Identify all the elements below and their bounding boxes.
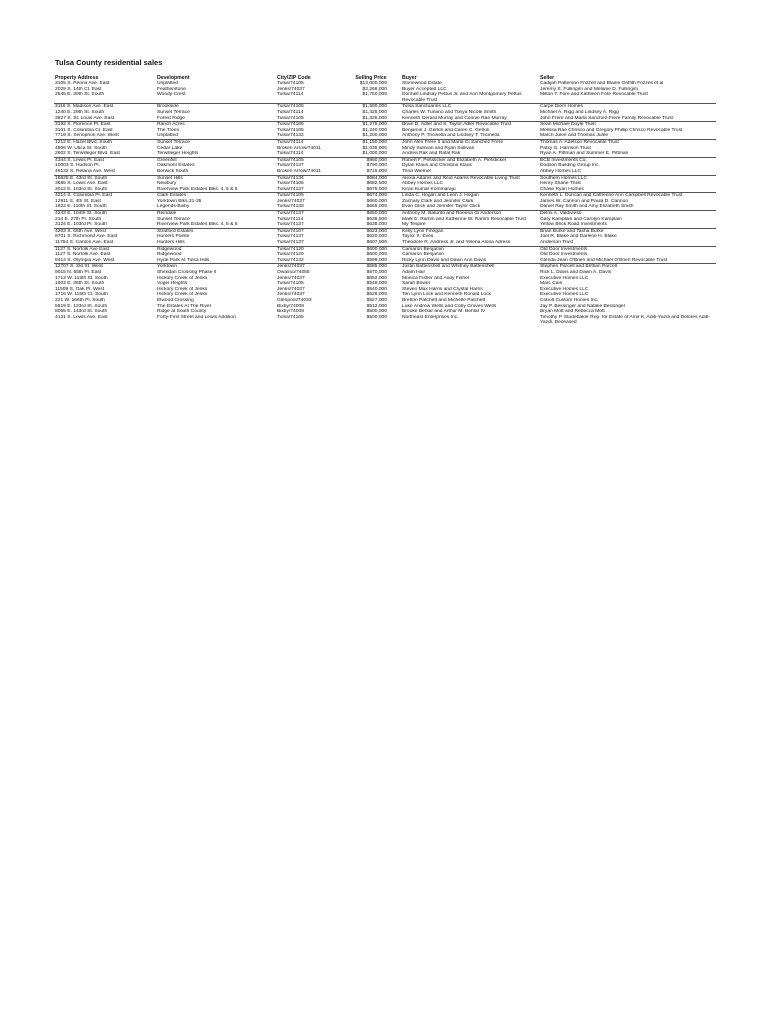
city-zip-cell: Tulsa/74105: [276, 157, 346, 163]
city-zip-cell: Tulsa/74105: [277, 314, 304, 320]
buyer-cell: Taylor S. Eves: [402, 234, 434, 240]
seller-cell: Delmi A. Valdivieso: [539, 211, 716, 217]
development-cell: Featherstone: [157, 86, 186, 92]
address-cell: 221 W. 166th Pl. South: [55, 297, 106, 303]
seller-cell: Kenneth L. Duncan and Catherine Ann Campbell Revocable Trust: [539, 193, 716, 199]
column-header-price: Selling Price: [355, 75, 387, 81]
price-cell: $635,000: [366, 222, 387, 228]
development-cell: Terwilleger Heights: [157, 151, 199, 157]
buyer-cell: Sarah Bower: [402, 281, 431, 287]
development-cell: The Estates At The River: [157, 303, 212, 309]
development-cell: Unplatted: [157, 81, 178, 86]
address-cell: 3685 S. Lewis Ave. East: [55, 181, 108, 187]
development-cell: Greenhill: [156, 157, 276, 163]
seller-cell: Dodson Building Group Inc.: [540, 163, 600, 169]
city-zip-cell: Tulsa/74132: [277, 257, 304, 263]
price-cell: $540,000: [366, 286, 387, 292]
address-cell: 3827 S. St. Louis Ave. East: [55, 115, 115, 121]
price-cell: $500,000: [366, 314, 387, 320]
address-cell: 4344 S. Lewis Pl. East: [54, 157, 156, 163]
buyer-cell: Camaron Benjamin: [401, 246, 539, 252]
development-cell: Sunset Hills: [156, 175, 276, 181]
seller-cell: Glenda Jean O'Brien and Michael O'Brien Revocable Trust: [540, 257, 668, 263]
seller-cell: Rick L. Davis and Dawn A. Davis: [540, 270, 612, 275]
seller-cell: Bryan Mott and Rebecca Mott: [540, 309, 605, 315]
buyer-cell: Evan Glick and Jennifer Taylor Glick: [402, 204, 481, 210]
address-cell: 11509 S. Oak Pl. West: [55, 286, 105, 292]
price-cell: $636,500: [366, 216, 387, 222]
seller-cell: Cadijah Patterson Frizzell and Blaine Griffith Frizzell et al: [540, 81, 664, 86]
city-zip-cell: Bixby/74008: [277, 309, 304, 315]
development-cell: Legends-Bixby: [157, 204, 190, 210]
seller-cell: James W. Cannon and Paula D. Cannon: [540, 198, 629, 204]
city-zip-cell: Tulsa/74105: [276, 122, 346, 128]
city-zip-cell: Tulsa/74114: [277, 151, 304, 157]
price-cell: $682,500: [366, 181, 387, 187]
column-header-seller: Seller: [540, 75, 555, 81]
price-cell: $1,425,000: [362, 109, 387, 115]
price-cell: $715,000: [366, 168, 387, 174]
buyer-cell: Camaron Benjamin: [402, 252, 444, 258]
buyer-cell: Benjamin J. Gerkin and Caren C. Gerkin: [402, 127, 490, 133]
development-cell: Yorktown Blks.31-35: [157, 198, 202, 204]
city-zip-cell: Owasso/74055: [277, 270, 310, 275]
seller-cell: Executive Homes LLC: [540, 275, 589, 281]
price-cell: $620,000: [366, 234, 387, 240]
price-cell: $512,000: [366, 303, 387, 309]
buyer-cell: Stonewood Estate: [402, 81, 442, 86]
seller-cell: Patsy G. Harrison Trust: [540, 145, 591, 151]
address-cell: 46132 S. Retana Ave. West: [55, 168, 115, 174]
buyer-cell: Brooke Behlar and Arthur M. Behlar IV: [402, 309, 486, 315]
city-zip-cell: Jenks/74037: [277, 275, 305, 281]
buyer-cell: Buyer Accepted LLC: [402, 86, 447, 92]
city-zip-cell: Broken Arrow/74011: [277, 168, 321, 174]
buyer-cell: Anthony P. Tricinella and Lindsey T. Tricinella: [402, 133, 500, 139]
seller-cell: BCB Investments Co.: [539, 157, 716, 163]
development-cell: Ranch Acres: [156, 122, 276, 128]
address-cell: 8055 E. 143rd St. South: [55, 309, 108, 315]
city-zip-cell: Tulsa/74105: [277, 81, 304, 86]
development-cell: Sunset Terrace: [157, 216, 190, 222]
development-cell: Newbury: [157, 181, 177, 187]
seller-cell: Henry Shane Trust: [540, 181, 581, 187]
development-cell: Hyde Park At Tulsa Hills: [157, 257, 210, 263]
column-header-address: Property Address: [55, 75, 99, 81]
address-cell: 3116 S. Madison Ave. East: [54, 104, 156, 110]
price-cell: $660,000: [366, 198, 387, 204]
buyer-cell: John Alex Frere II and Marla Gi Sanchez Frere: [401, 139, 539, 145]
address-cell: 3012 E. 103rd St. South: [55, 186, 108, 192]
development-cell: Cedar Lake: [157, 145, 183, 151]
buyer-cell: Andrea Rak and Rafal Rak: [402, 151, 461, 157]
buyer-cell: Northeast Enterprises Inc.: [402, 314, 459, 320]
seller-cell: Sean Michael Doyle Trust: [539, 122, 716, 128]
buyer-cell: Robert F. Pietsticker and Elizabeth A. Pietsticker: [401, 157, 539, 163]
seller-cell: Daniel Ray Smith and Amy Elizabeth Smith: [540, 204, 634, 210]
buyer-cell: Donnell Lindsay Pettus Jr. and Ann Montgomery Pettus Revocable Trust: [402, 92, 522, 103]
seller-cell: Chase Ryan Homes: [540, 186, 584, 192]
buyer-cell: Luke Andrew Wells and Coby Groves Wells: [402, 303, 497, 309]
price-cell: $1,200,000: [362, 133, 387, 139]
address-cell: 214 E. 27th Pl. South: [55, 216, 102, 222]
price-cell: $1,325,000: [362, 115, 387, 121]
buyer-cell: Mark E. Ramm and Katherine W. Ramm Revocable Trust: [402, 216, 526, 222]
address-cell: 12911 S. 4th St. East: [55, 198, 101, 204]
price-cell: $1,035,000: [362, 145, 387, 151]
address-cell: 1212 E. Hazel Blvd. South: [54, 139, 156, 145]
address-cell: 10003 S. Hudson Pl.: [55, 163, 100, 169]
address-cell: 4131 S. Lewis Ave. East: [55, 314, 108, 320]
price-cell: $1,275,000: [346, 122, 401, 128]
column-header-development: Development: [157, 75, 190, 81]
city-zip-cell: Tulsa/74105: [277, 127, 304, 133]
table-row: [54, 92, 716, 104]
address-cell: 2602 S. Terwilleger Blvd. East: [55, 151, 120, 157]
buyer-cell: Justin Battenshell and Whitney Battenshell: [401, 264, 539, 270]
seller-cell: Yellow Brick Road Investments: [540, 222, 607, 228]
city-zip-cell: Glenpool/74033: [277, 297, 312, 303]
price-cell: $1,500,000: [346, 104, 401, 110]
address-cell: 4806 W. Utica St. South: [55, 145, 107, 151]
address-cell: 1713 W. 115th St. South: [55, 275, 108, 281]
address-cell: 4214 S. Columbia Pl. East: [54, 193, 156, 199]
buyer-cell: Adam Hair: [402, 270, 426, 275]
price-cell: $570,000: [366, 270, 387, 275]
development-cell: Hunters Pointe: [157, 234, 190, 240]
price-cell: $1,750,000: [362, 92, 387, 98]
city-zip-cell: Tulsa/74137: [276, 211, 346, 217]
price-cell: $675,000: [366, 186, 387, 192]
seller-cell: Thomas A. Adelson Revocable Trust: [539, 139, 716, 145]
price-cell: $600,000: [366, 252, 387, 258]
buyer-cell: Abbey Homes LLC: [402, 181, 444, 187]
address-cell: 3105 S. Peoria Ave. East: [55, 81, 110, 86]
city-zip-cell: Jenks/74037: [276, 264, 346, 270]
development-cell: Sunset Terrace: [156, 139, 276, 145]
price-cell: $552,000: [366, 275, 387, 281]
column-header-city-zip: City/ZIP Code: [277, 75, 311, 81]
price-cell: $500,000: [366, 309, 387, 315]
table-body: [54, 81, 716, 326]
development-cell: Hickory Creek of Jenks: [157, 292, 208, 298]
address-cell: 8414 S. Olympia Ave. West: [55, 257, 115, 263]
buyer-cell: Alexia Adams and Reid Adams Revocable Living Trust: [401, 175, 539, 181]
city-zip-cell: Tulsa/74133: [277, 204, 304, 210]
address-cell: 2029 S. 14th Ct. East: [55, 86, 102, 92]
city-zip-cell: Tulsa/74107: [276, 228, 346, 234]
price-cell: $650,000: [346, 211, 401, 217]
seller-cell: Gary Kamplain and Carolyn Kamplain: [540, 216, 622, 222]
table-row: [54, 315, 716, 326]
city-zip-cell: Tulsa/74137: [277, 240, 304, 246]
buyer-cell: Dylan Klaus and Christina Klaus: [402, 163, 472, 169]
seller-cell: Old Door Investments: [539, 246, 716, 252]
development-cell: Hickory Creek of Jenks: [157, 275, 208, 281]
city-zip-cell: Broken Arrow/74011: [277, 145, 321, 151]
buyer-cell: Theodore R. Andress Jr. and Yelena Alona Adress: [402, 240, 511, 246]
city-zip-cell: Jenks/74037: [277, 286, 305, 292]
seller-cell: Timothy P. Studebaker Rep. for Estate of Amir K. Adib-Yazdi and Delores Adib-Yazdi, Deceased: [540, 314, 711, 326]
city-zip-cell: Tulsa/74137: [277, 222, 304, 228]
address-cell: 1603 E. 35th St. South: [55, 281, 105, 287]
price-cell: $528,000: [366, 292, 387, 298]
city-zip-cell: Tulsa/74120: [277, 252, 304, 258]
price-cell: $2,266,000: [362, 86, 387, 92]
development-cell: Vogel Heights: [157, 281, 188, 287]
price-cell: $790,000: [366, 163, 387, 169]
development-cell: Hunters Hills: [157, 240, 185, 246]
seller-cell: Michael A. Rigg and Lindsey A. Rigg: [540, 109, 619, 115]
seller-cell: Cobolt Custom Homes Inc.: [540, 297, 599, 303]
development-cell: Unplatted: [157, 133, 178, 139]
address-cell: 7719 S. Xenophon Ave. West: [55, 133, 119, 139]
development-cell: Forest Ridge: [157, 115, 185, 121]
buyer-cell: Kenneth Gerard Murray and Connie Rae Murray: [402, 115, 507, 121]
address-cell: 3192 S. Florence Pl. East: [54, 122, 156, 128]
buyer-cell: Steven Max Harris and Crystal Harris: [402, 286, 483, 292]
price-cell: $13,000,000: [359, 81, 387, 86]
buyer-cell: Zachary Clark and Jennifer Clark: [402, 198, 474, 204]
price-cell: $1,000,000: [362, 151, 387, 157]
development-cell: The Trees: [157, 127, 180, 133]
city-zip-cell: Jenks/74037: [277, 292, 305, 298]
price-cell: $623,000: [346, 228, 401, 234]
development-cell: Riverview Park Estates Blks. 4, 5 & 6: [157, 222, 238, 228]
price-cell: $674,000: [346, 193, 401, 199]
column-header-buyer: Buyer: [402, 75, 417, 81]
city-zip-cell: Tulsa/74132: [277, 133, 304, 139]
document-page: [54, 58, 716, 326]
price-cell: $600,000: [346, 246, 401, 252]
address-cell: 3124 E. 103rd Pl. South: [55, 222, 107, 228]
address-cell: 1240 E. 29th St. South: [55, 109, 105, 115]
seller-cell: Brian Burke and Tasha Burke: [539, 228, 716, 234]
seller-cell: Southern Homes LLC: [539, 175, 716, 181]
city-zip-cell: Tulsa/74105: [277, 115, 304, 121]
address-cell: 2545 E. 30th St. South: [55, 92, 105, 98]
city-zip-cell: Tulsa/74134: [276, 175, 346, 181]
development-cell: Brookside: [156, 104, 276, 110]
price-cell: $585,000: [346, 264, 401, 270]
seller-cell: Jay P. Bessinger and Natalie Bessinger: [540, 303, 626, 309]
buyer-cell: Linda C. Hogan and Leon J. Hogan: [401, 193, 539, 199]
city-zip-cell: Tulsa/74114: [276, 139, 346, 145]
address-cell: 5519 E. 123rd St. South: [55, 303, 108, 309]
city-zip-cell: Tulsa/74105: [276, 193, 346, 199]
development-cell: Reindale: [156, 211, 276, 217]
buyer-cell: Ricky Lynn Davis and Dawn Ann Davis: [402, 257, 487, 263]
price-cell: $684,000: [346, 175, 401, 181]
price-cell: $527,000: [366, 297, 387, 303]
city-zip-cell: Tulsa/74105: [277, 181, 304, 187]
address-cell: 11754 S. Canton Ave. East: [55, 240, 114, 246]
development-cell: Ridgewood: [157, 252, 182, 258]
seller-cell: Old Door Investments: [540, 252, 588, 258]
address-cell: 1716 W. 115th Ct. South: [55, 292, 108, 298]
address-cell: 12707 S. 3rd St. West: [54, 264, 156, 270]
seller-cell: John Frere and Marla Sanchez-Frere Family Revocable Trust: [540, 115, 673, 121]
address-cell: 1127 S. Norfolk Ave. East: [55, 252, 111, 258]
development-cell: Forty-First Street and Lewis Addition: [157, 314, 236, 320]
development-cell: Hickory Creek of Jenks: [157, 286, 208, 292]
city-zip-cell: Tulsa/74105: [277, 281, 304, 287]
seller-cell: Executive Homes LLC: [540, 286, 589, 292]
seller-cell: Melissa Rae Chrisco and Gregory Phillip Chrisco Revocable Trust: [540, 127, 683, 133]
buyer-cell: Kelly Lynn Finegan: [401, 228, 539, 234]
buyer-cell: Mindy Sullivan and Ryan Sullivan: [402, 145, 475, 151]
price-cell: $549,000: [366, 281, 387, 287]
city-zip-cell: Tulsa/74137: [277, 186, 304, 192]
development-cell: Yorktown: [156, 264, 276, 270]
buyer-cell: Anthony M. Baturito and Roeena Gi Anderson: [401, 211, 539, 217]
buyer-cell: Bretton Patchett and Michelle Patchett: [402, 297, 486, 303]
address-cell: 16625 E. 43rd St. South: [54, 175, 156, 181]
seller-cell: Carpe Diem Homes: [539, 104, 716, 110]
city-zip-cell: Tulsa/74120: [276, 246, 346, 252]
buyer-cell: Tulsa Sanctuaries LLC: [401, 104, 539, 110]
seller-cell: Anderson Trust: [540, 240, 574, 246]
city-zip-cell: Tulsa/74114: [277, 109, 304, 115]
seller-cell: Joel R. Blake and Darlene H. Blake: [540, 234, 617, 240]
price-cell: $607,500: [366, 240, 387, 246]
development-cell: Elwood Crossing: [157, 297, 194, 303]
buyer-cell: Kiran Kumar Kommaraju: [402, 186, 456, 192]
price-cell: $1,150,000: [346, 139, 401, 145]
city-zip-cell: Tulsa/74137: [277, 163, 304, 169]
seller-cell: Abbey Homes LLC: [540, 168, 582, 174]
address-cell: 4243 E. 104th St. South: [54, 211, 156, 217]
development-cell: Clark Estates: [156, 193, 276, 199]
seller-cell: Marc Cain: [540, 281, 563, 287]
development-cell: Woody-Crest: [157, 92, 186, 98]
price-cell: $960,000: [346, 157, 401, 163]
seller-cell: March Julee and Thomas Julee: [540, 133, 609, 139]
buyer-cell: Monica Fisher and Andy Fisher: [402, 275, 470, 281]
buyer-cell: Charles W. Turiano and Tonya Nicole Smith: [402, 109, 497, 115]
address-cell: 1822 E. 110th St. South: [55, 204, 107, 210]
sales-table: [54, 75, 716, 326]
address-cell: 3101 S. Columbia Cr. East: [55, 127, 113, 133]
development-cell: Ridge at South County: [157, 309, 207, 315]
address-cell: 1127 S. Norfolk Ave East: [54, 246, 156, 252]
address-cell: 9015 N. 65th Pl. East: [55, 270, 102, 275]
document-title: Tulsa County residential sales: [55, 58, 163, 67]
seller-cell: Executive Homes LLC: [540, 292, 589, 298]
seller-cell: Milton T. Fore and Kathleen Fore Revocable Trust: [540, 92, 648, 98]
seller-cell: Stephen Parcell and Brittian Parcell: [539, 264, 716, 270]
buyer-cell: My Tespire: [402, 222, 426, 228]
development-cell: Oakmont Estates: [157, 163, 195, 169]
development-cell: Stratford Estates: [156, 228, 276, 234]
buyer-cell: Teri Lynn Lock and Kenneth Ronald Lock: [402, 292, 491, 298]
buyer-cell: Brain D. Adler and S. Taylor Adler Revocable Trust: [401, 122, 539, 128]
price-cell: $1,240,000: [362, 127, 387, 133]
city-zip-cell: Tulsa/74137: [277, 234, 304, 240]
city-zip-cell: Tulsa/74114: [277, 92, 304, 98]
development-cell: Sunset Terrace: [157, 109, 190, 115]
city-zip-cell: Jenks/74037: [277, 86, 305, 92]
city-zip-cell: Tulsa/74114: [277, 216, 304, 222]
development-cell: Sheridan Crossing Phase II: [157, 270, 217, 275]
development-cell: Berwick South: [157, 168, 189, 174]
seller-cell: Jeremy S. Fullingim and Melanie D. Fullingim: [540, 86, 639, 92]
city-zip-cell: Tulsa/74105: [276, 104, 346, 110]
city-zip-cell: Bixby/74008: [277, 303, 304, 309]
city-zip-cell: Jenks/74037: [277, 198, 305, 204]
address-cell: 4203 S. 65th Ave. West: [54, 228, 156, 234]
buyer-cell: Trina Wiemer: [402, 168, 432, 174]
development-cell: Ridgewood: [156, 246, 276, 252]
address-cell: 9701 S. Richmond Ave. East: [55, 234, 118, 240]
development-cell: Riverview Park Estates Blks. 4, 5 & 6: [157, 186, 238, 192]
seller-cell: Ryan A. Pittman and Summer E. Pittman: [540, 151, 629, 157]
price-cell: $665,000: [366, 204, 387, 210]
price-cell: $599,000: [366, 257, 387, 263]
